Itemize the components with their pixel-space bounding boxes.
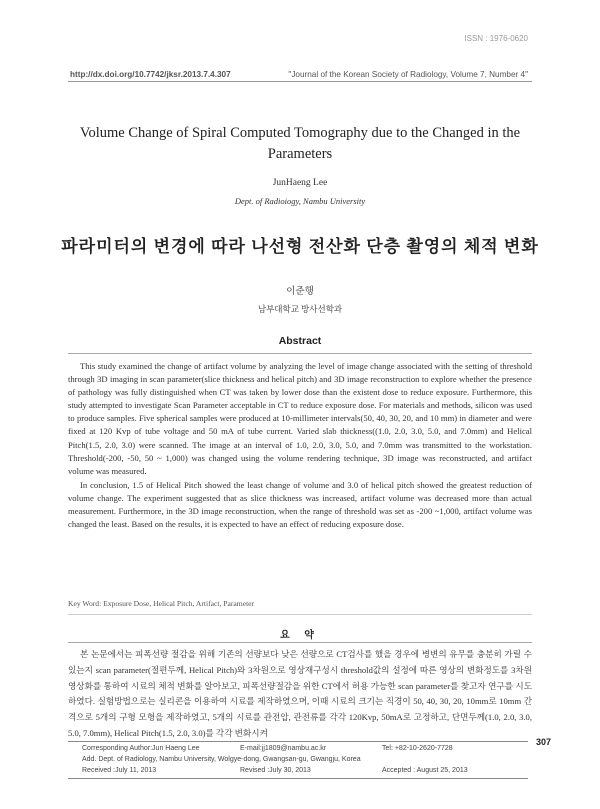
summary-paragraph: 본 논문에서는 피폭선량 절감을 위해 기존의 선량보다 낮은 선량으로 CT검사를 했을 경우에 병변의 유무를 충분히 가릴 수 있는지 scan parameter(절편두께, Helical Pitch)와 3차원으로 영상재구성시 threshold값의 설정에 따른 영상의 변화정도를 3차원 영상화를 통하여 시료의 체적 변화를 알아보고, 피폭선량절감을 위한 CT에서 허용 가능한 scan parameter를 찾고자 연구를 시도하였다. 실험방법으로는 실리콘을 이용하여 시료를 제작하였으며, 이때 시료의 크기는 직경이 50, 40, 30, 20, 10mm로 10mm 간격으로 5개의 구형 모형을 제작하였고, 5개의 시료를 관전압, 관전류를 각각 120Kvp, 50mA로 고정하고, 단면두께(1.0, 2.0, 3.0, 5.0, 7.0mm), Helical Pitch(1.5, 2.0, 3.0)를 각각 변화시켜 [68,649,532,738]
keywords: Key Word: Exposure Dose, Helical Pitch, Artifact, Parameter [68,599,255,608]
header-divider [68,81,532,82]
doi-link[interactable]: http://dx.doi.org/10.7742/jksr.2013.7.4.307 [70,70,231,79]
page-number: 307 [536,737,552,747]
author-korean: 이준행 [286,287,314,297]
paper-title-english: Volume Change of Spiral Computed Tomography due to the Changed in the Parameters [79,125,521,162]
keywords-divider [68,614,532,615]
author-address: Add. Dept. of Radiology, Nambu University, Wolgye-dong, Gwangsan-gu, Gwangju, Korea [82,756,361,763]
author-english: JunHaeng Lee [272,178,328,188]
journal-citation: "Journal of the Korean Society of Radiology, Volume 7, Number 4" [288,70,528,79]
received-date: Received :July 11, 2013 [82,767,157,774]
abstract-body [68,360,532,531]
summary-divider [68,642,532,643]
revised-date: Revised :July 30, 2013 [240,767,311,774]
summary-body [68,647,532,739]
author-tel: Tel: +82-10-2620-7728 [382,745,453,752]
footer-line-address [82,756,522,766]
abstract-paragraph: In conclusion, 1.5 of Helical Pitch showed the least change of volume and 3.0 of helical pitch showed the greatest reduction of volume change. The experiment suggested that as slice thickness was increased, artifact volume was decreased more than actual measurement. Furthermore, in the 3D image reconstruction, when the range of threshold was set as -200 ~1,000, artifact volume was changed the least. Based on the results, it is expected to have an effect of reducing exposure dose. [68,479,532,530]
footer-info-box [68,741,528,779]
footer-line-contact [82,745,522,755]
affiliation-english: Dept. of Radioiogy, Nambu University [234,196,366,206]
paper-title-korean: 파라미터의 변경에 따라 나선형 전산화 단층 촬영의 체적 변화 [61,237,539,256]
footer-line-dates [82,767,522,777]
accepted-date: Accepted : August 25, 2013 [382,767,468,774]
corresponding-author: Corresponding Author:Jun Haeng Lee [82,745,200,752]
affiliation-korean: 남부대학교 방사선학과 [257,304,343,314]
summary-heading: 요 약 [280,630,320,641]
abstract-heading: Abstract [278,335,322,347]
abstract-paragraph: This study examined the change of artifact volume by analyzing the level of image change associated with the setting of threshold through 3D imaging in scan parameter(slice thickness and helical pitch) and 3D image reconstruction to explore whether the presence of pathology was fully distinguished when CT was taken by lower dose than the existent dose to reduce exposure. Furthermore, this study attempted to investigate Scan Parameter acceptable in CT to reduce exposure dose. For materials and methods, silicon was used to produce samples. Five spherical samples were produced at 10-millimeter intervals(50, 40, 30, 20, and 10 mm) in diameter and were fixed at 120 Kvp of tube voltage and 50 mA of tube current. Varied slab thickness((1.0, 2.0, 3.0, 5.0, and 7.0mm) and Helical Pitch(1.5, 2.0, 3.0) were scanned. The image at an interval of 1.0, 2.0, 3.0, 5.0, and 7.0mm was transmitted to the workstation. Threshold(-200, -50, 50 ~ 1,000) was changed using the volume rendering technique, 3D image was reconstructed, and artifact volume was measured. [68,361,532,476]
author-email[interactable]: E-mail:jj1809@nambu.ac.kr [240,745,327,752]
issn-label: ISSN : 1976-0620 [464,34,528,43]
abstract-divider [68,353,532,354]
